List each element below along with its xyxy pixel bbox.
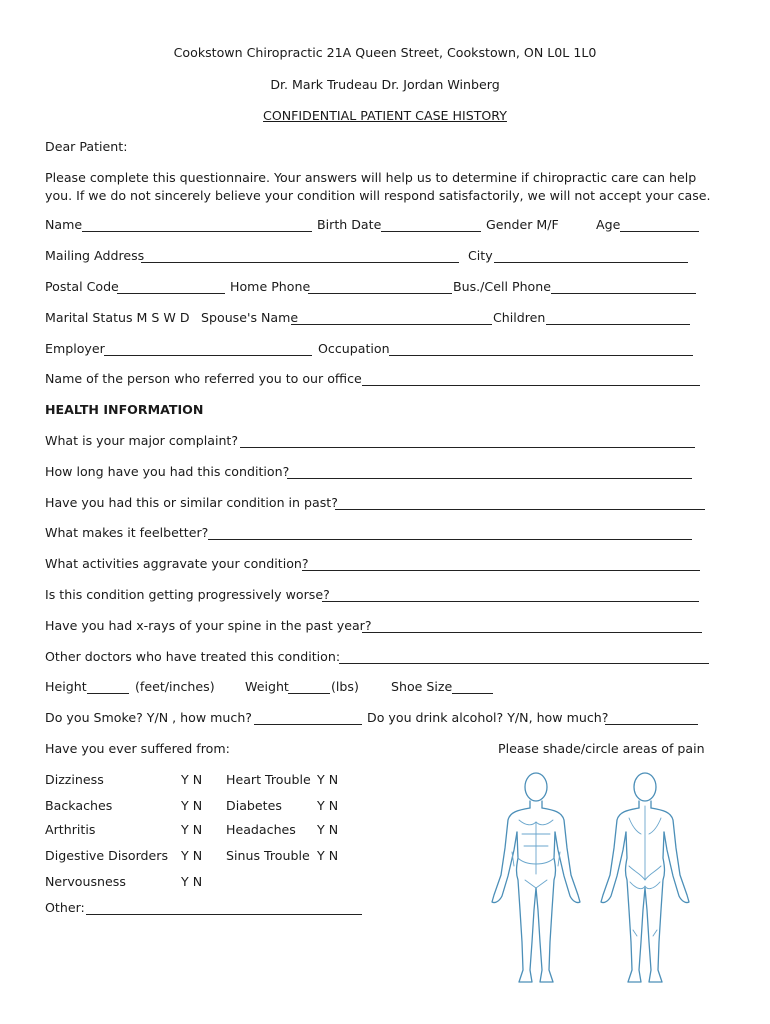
yn-diabetes[interactable]: Y N: [317, 798, 339, 813]
city-label: City: [468, 248, 493, 263]
weight-field[interactable]: [288, 693, 330, 694]
birth-date-label: Birth Date: [317, 217, 382, 232]
suffered-prompt: Have you ever suffered from:: [45, 741, 230, 756]
height-field[interactable]: [87, 693, 129, 694]
feel-better-field[interactable]: [208, 539, 692, 540]
condition-arthritis: Arthritis: [45, 822, 96, 837]
cell-phone-label: Bus./Cell Phone: [453, 279, 551, 294]
yn-arthritis[interactable]: Y N: [181, 822, 203, 837]
condition-digestive: Digestive Disorders: [45, 848, 169, 863]
pain-prompt: Please shade/circle areas of pain: [498, 741, 705, 756]
other-doctors-field[interactable]: [339, 663, 709, 664]
gender-label: Gender M/F: [486, 217, 559, 232]
worse-label: Is this condition getting progressively worse?: [45, 587, 330, 602]
postal-code-label: Postal Code: [45, 279, 119, 294]
shoe-size-field[interactable]: [452, 693, 493, 694]
condition-backaches: Backaches: [45, 798, 113, 813]
past-condition-label: Have you had this or similar condition in past?: [45, 495, 338, 510]
alcohol-label: Do you drink alcohol? Y/N, how much?: [367, 710, 609, 725]
greeting: Dear Patient:: [45, 139, 128, 154]
other-field[interactable]: [86, 914, 362, 915]
condition-dizziness: Dizziness: [45, 772, 104, 787]
complaint-field[interactable]: [240, 447, 695, 448]
other-doctors-label: Other doctors who have treated this condition:: [45, 649, 341, 664]
xrays-field[interactable]: [362, 632, 702, 633]
yn-backaches[interactable]: Y N: [181, 798, 203, 813]
condition-heart: Heart Trouble: [226, 772, 311, 787]
children-label: Children: [493, 310, 546, 325]
cell-phone-field[interactable]: [551, 293, 696, 294]
other-label: Other:: [45, 900, 85, 915]
worse-field[interactable]: [322, 601, 699, 602]
home-phone-label: Home Phone: [230, 279, 311, 294]
past-condition-field[interactable]: [335, 509, 705, 510]
spouse-name-field[interactable]: [291, 324, 492, 325]
mailing-address-field[interactable]: [141, 262, 459, 263]
aggravate-label: What activities aggravate your condition?: [45, 556, 309, 571]
height-label: Height: [45, 679, 87, 694]
shoe-size-label: Shoe Size: [391, 679, 453, 694]
yn-nervousness[interactable]: Y N: [181, 874, 203, 889]
age-field[interactable]: [620, 231, 699, 232]
yn-heart[interactable]: Y N: [317, 772, 339, 787]
xrays-label: Have you had x-rays of your spine in the past year?: [45, 618, 372, 633]
condition-diabetes: Diabetes: [226, 798, 282, 813]
alcohol-field[interactable]: [605, 724, 698, 725]
postal-code-field[interactable]: [117, 293, 225, 294]
occupation-label: Occupation: [318, 341, 390, 356]
weight-unit: (lbs): [331, 679, 359, 694]
yn-headaches[interactable]: Y N: [317, 822, 339, 837]
doctors-names: Dr. Mark Trudeau Dr. Jordan Winberg: [270, 77, 500, 92]
how-long-label: How long have you had this condition?: [45, 464, 290, 479]
name-label: Name: [45, 217, 83, 232]
form-title: CONFIDENTIAL PATIENT CASE HISTORY: [263, 108, 507, 123]
age-label: Age: [596, 217, 621, 232]
weight-label: Weight: [245, 679, 289, 694]
intro-line-2: you. If we do not sincerely believe your condition will respond satisfactorily, we will not accept your case.: [45, 188, 711, 203]
children-field[interactable]: [546, 324, 690, 325]
yn-digestive[interactable]: Y N: [181, 848, 203, 863]
referral-field[interactable]: [362, 385, 700, 386]
intro-line-1: Please complete this questionnaire. Your answers will help us to determine if chiropractic care can help: [45, 170, 697, 185]
health-heading: HEALTH INFORMATION: [45, 402, 204, 417]
how-long-field[interactable]: [287, 478, 692, 479]
referral-label: Name of the person who referred you to our office: [45, 371, 362, 386]
marital-status-label: Marital Status M S W D: [45, 310, 190, 325]
body-front-figure[interactable]: [488, 770, 584, 1000]
condition-headaches: Headaches: [226, 822, 296, 837]
mailing-address-label: Mailing Address: [45, 248, 145, 263]
smoke-label: Do you Smoke? Y/N , how much?: [45, 710, 252, 725]
smoke-field[interactable]: [254, 724, 362, 725]
body-back-figure[interactable]: [597, 770, 693, 1000]
yn-dizziness[interactable]: Y N: [181, 772, 203, 787]
condition-nervousness: Nervousness: [45, 874, 126, 889]
complaint-label: What is your major complaint?: [45, 433, 239, 448]
home-phone-field[interactable]: [308, 293, 452, 294]
occupation-field[interactable]: [389, 355, 693, 356]
clinic-address: Cookstown Chiropractic 21A Queen Street, Cookstown, ON L0L 1L0: [173, 45, 597, 60]
yn-sinus[interactable]: Y N: [317, 848, 339, 863]
employer-field[interactable]: [104, 355, 312, 356]
spouse-name-label: Spouse's Name: [201, 310, 299, 325]
aggravate-field[interactable]: [302, 570, 700, 571]
name-field[interactable]: [82, 231, 312, 232]
feel-better-label: What makes it feelbetter?: [45, 525, 209, 540]
condition-sinus: Sinus Trouble: [226, 848, 310, 863]
height-unit: (feet/inches): [135, 679, 215, 694]
employer-label: Employer: [45, 341, 105, 356]
birth-date-field[interactable]: [381, 231, 481, 232]
city-field[interactable]: [494, 262, 688, 263]
